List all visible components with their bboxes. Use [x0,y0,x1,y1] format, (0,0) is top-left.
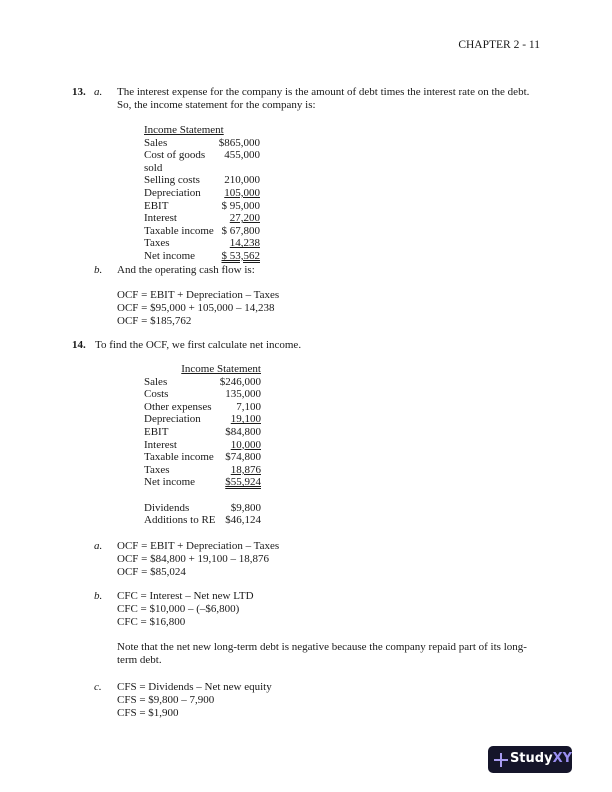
table-row: Cost of goods sold 455,000 [144,149,260,174]
question-13-number: 13. [72,86,86,98]
table-row: Taxable income $74,800 [144,451,261,464]
table-row: EBIT $84,800 [144,425,261,438]
q14-cfs-equations [117,681,272,719]
table-row: Costs 135,000 [144,388,261,401]
equation-line: CFS = $9,800 – 7,900 [117,693,215,706]
table-row: Selling costs 210,000 [144,174,260,187]
table-row: Net income $55,924 [144,476,261,489]
q13-ocf-equations [117,289,279,327]
equation-line: OCF = $84,800 + 19,100 – 18,876 [117,552,270,565]
question-14-number: 14. [72,339,86,351]
table-row: Sales $246,000 [144,375,261,388]
studyxy-badge[interactable] [488,746,572,773]
equation-line: OCF = EBIT + Depreciation – Taxes [117,289,280,301]
q14-intro-text: To find the OCF, we first calculate net income. [95,339,302,351]
q14-part-b-label: b. [94,590,103,602]
statement-title: Income Statement [144,124,224,136]
q13-part-a-text: The interest expense for the company is the amount of debt times the interest rate on the debt. So, the income statement for the company is: [117,86,530,111]
equation-line: CFC = Interest – Net new LTD [117,590,254,602]
q14-ocf-equations [117,540,279,578]
q13-part-a-label: a. [94,86,103,98]
table-row: Additions to RE $46,124 [144,514,261,527]
table-row: Other expenses 7,100 [144,400,261,413]
equation-line: OCF = $95,000 + 105,000 – 14,238 [117,301,275,314]
table-row: Dividends $9,800 [144,501,261,514]
q13-part-b-label: b. [94,264,103,276]
chapter-header: CHAPTER 2 - 11 [458,39,540,51]
table-row: Depreciation 19,100 [144,413,261,426]
q14-note-text: Note that the net new long-term debt is negative because the company repaid part of its long-term debt. [117,641,527,666]
table-row: Net income $ 53,562 [144,249,260,262]
table-row: Taxes 14,238 [144,237,260,250]
q14-part-a-label: a. [94,540,103,552]
equation-line: CFS = Dividends – Net new equity [117,681,272,693]
table-row: Taxable income $ 67,800 [144,224,260,237]
table-row: EBIT $ 95,000 [144,199,260,212]
equation-line: CFC = $16,800 [117,615,186,628]
equation-line: OCF = EBIT + Depreciation – Taxes [117,540,280,552]
table-row: Interest 27,200 [144,212,260,225]
q14-income-statement [144,363,261,527]
brand-name: Study [509,751,553,767]
q14-part-c-label: c. [94,681,102,693]
table-row: Taxes 18,876 [144,463,261,476]
equation-line: CFC = $10,000 – (–$6,800) [117,602,240,615]
q13-income-statement [144,124,260,263]
equation-line: CFS = $1,900 [117,706,179,719]
plus-icon [494,753,505,767]
equation-line: OCF = $185,762 [117,314,192,327]
table-row: Interest 10,000 [144,438,261,451]
q13-part-b-text: And the operating cash flow is: [117,264,255,276]
statement-title: Income Statement [181,363,261,375]
table-row: Sales $865,000 [144,136,260,149]
table-row: Depreciation 105,000 [144,186,260,199]
q14-cfc-equations [117,590,254,628]
equation-line: OCF = $85,024 [117,565,186,578]
brand-accent: XY [552,751,572,767]
